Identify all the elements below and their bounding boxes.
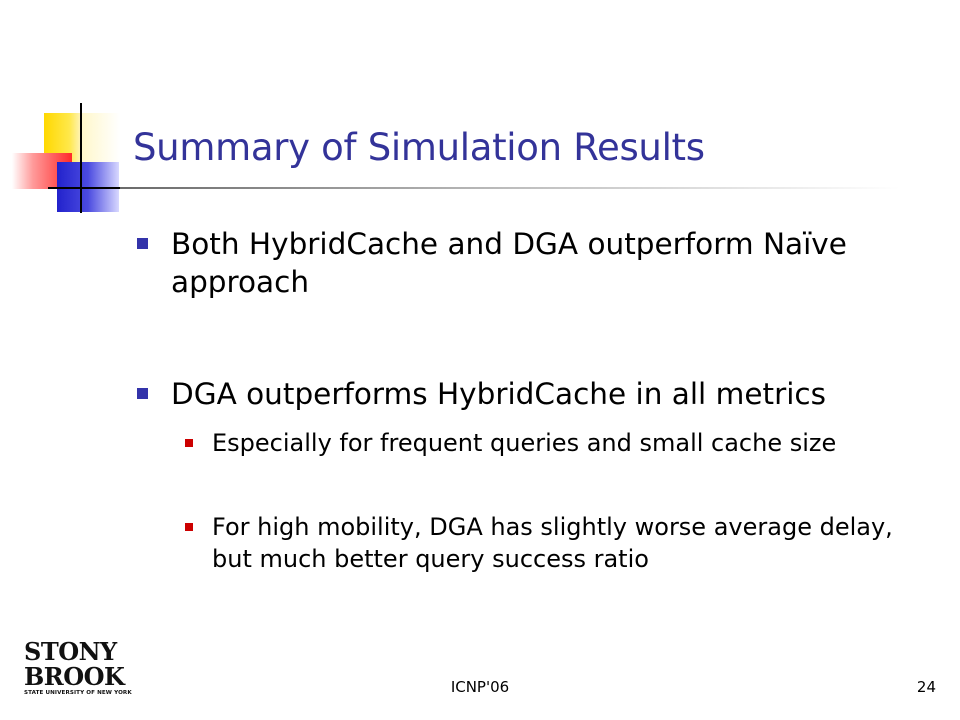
bullet-square-icon [137,388,148,399]
slide-number: 24 [916,678,936,696]
sub-bullet-text: For high mobility, DGA has slightly worse average delay, but much better query success ratio [212,513,893,573]
logo-line-1 [24,637,117,666]
sub-bullet-text: Especially for frequent queries and small cache size [212,429,837,457]
footer-conference: ICNP'06 [450,678,510,696]
bullet-text: Both HybridCache and DGA outperform Naïve approach [171,227,847,299]
sub-bullet-square-icon [185,439,193,447]
bullet-text: DGA outperforms HybridCache in all metrics [171,377,826,411]
sub-bullet-square-icon [185,523,193,531]
decoration-horizontal-line [48,187,120,189]
title-underline [120,187,900,189]
logo-line-2-text: BROOK [24,662,125,691]
decoration-vertical-line [80,103,82,213]
decoration-yellow-fade [80,113,120,163]
logo-subtitle: STATE UNIVERSITY OF NEW YORK [24,690,132,696]
logo-line-1-text: STONY [24,637,117,666]
corner-decoration [0,0,140,220]
bullet-square-icon [137,238,148,249]
slide-title: Summary of Simulation Results [133,126,705,169]
